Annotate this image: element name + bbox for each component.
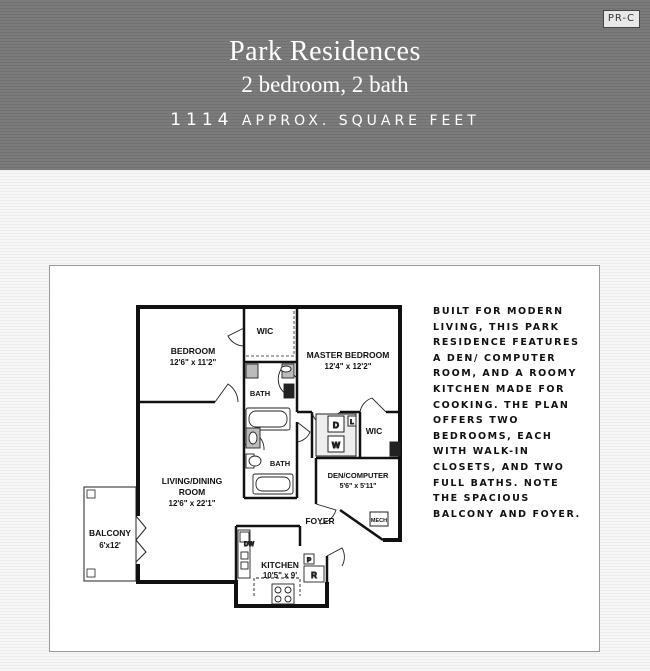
balcony-label: BALCONY [88,528,132,538]
square-footage-number: 1114 [170,110,234,130]
linen-label: L [350,420,354,426]
master-bedroom-label: MASTER BEDROOM [306,350,390,360]
wic-1-label: WIC [256,326,274,336]
foyer-label: FOYER [305,516,335,526]
living-dining-label-line2: ROOM [178,487,206,497]
square-footage [0,110,650,130]
plan-description: BUILT FOR MODERN LIVING, THIS PARK RESIDENCE FEATURES A DEN/ COMPUTER ROOM, AND A ROOMY KITCHEN MADE FOR COOKING. THE PLAN OFFERS TWO BEDROOMS, EACH WITH WALK-IN CLOSETS, AND TWO FULL BATHS. NOTE THE SPACIOUS BALCONY AND FOYER. [433,306,581,520]
living-dining-size: 12'6" x 22'1" [168,499,216,508]
kitchen-label: KITCHEN [261,560,299,570]
kitchen-size: 10'5" x 9' [262,571,298,580]
square-footage-label: APPROX. SQUARE FEET [241,113,480,129]
bath-1-label: BATH [249,389,271,398]
den-size: 5'6" x 5'11" [339,483,377,490]
page-subtitle: 2 bedroom, 2 bath [241,72,409,97]
header-banner [0,0,650,170]
mech-closet [370,512,388,526]
den-label: DEN/COMPUTER [327,471,389,480]
floorplan-card [49,265,600,652]
refrigerator-label: R [311,571,317,580]
bedroom-size: 12'6" x 11'2" [169,358,217,367]
plan-code-badge: PR-C [603,10,640,28]
dryer-label: D [332,420,340,430]
mech-label: MECH [370,518,388,524]
bedroom-label: BEDROOM [170,346,216,356]
washer-dryer [316,414,400,456]
wic-2-label: WIC [365,426,383,436]
washer-label: W [331,440,341,450]
bath-2-label: BATH [269,459,291,468]
pantry-label: P [306,557,312,564]
master-bedroom-size: 12'4" x 12'2" [324,362,372,371]
dishwasher-label: DW [244,542,254,548]
floorplan-drawing [50,266,430,651]
page-title: Park Residences [229,36,421,67]
balcony-size: 6'x12' [99,541,121,550]
living-dining-label-line1: LIVING/DINING [161,476,223,486]
